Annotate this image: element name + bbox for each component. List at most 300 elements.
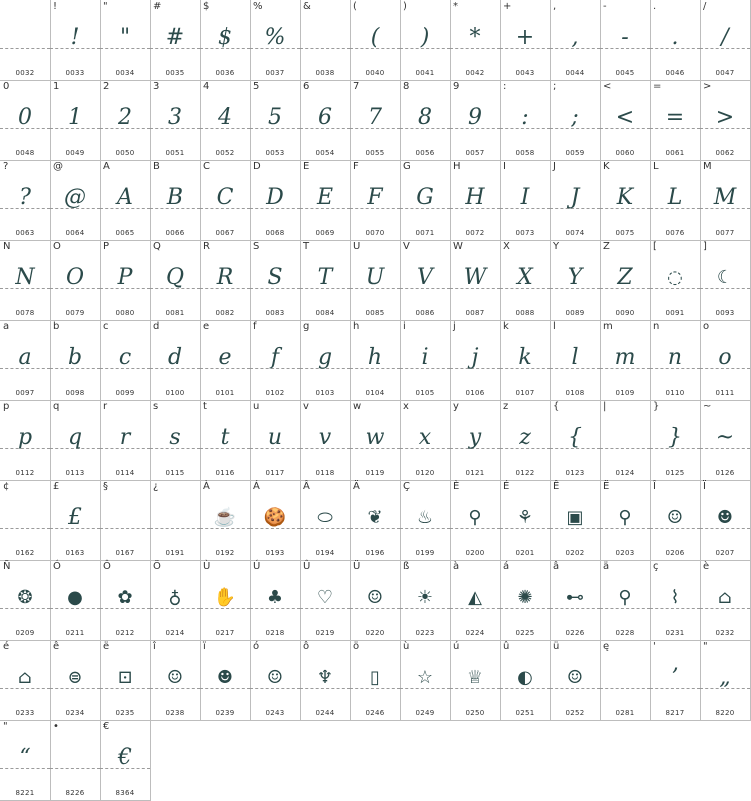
cell-code-label: 8364 (115, 789, 135, 797)
cell-code-label: 0211 (65, 629, 85, 637)
cell-code-label: 0043 (515, 69, 535, 77)
glyph-cell (450, 80, 501, 161)
cell-character-label: Â (303, 481, 310, 492)
glyph-cell (300, 480, 351, 561)
cell-code-label: 0076 (665, 229, 685, 237)
chef-hat-icon: ♕ (466, 667, 484, 688)
glyph-sample: B (166, 185, 184, 210)
cell-character-label: J (553, 161, 556, 172)
glyph-cell (700, 80, 751, 161)
glyph-sample: n (667, 345, 683, 370)
glyph-cell (600, 400, 651, 481)
glyph-cell (200, 0, 251, 81)
cell-character-label: B (153, 161, 160, 172)
glyph-sample: m (614, 345, 636, 370)
glyph-sample: c (118, 345, 132, 370)
cell-character-label: Z (603, 241, 610, 252)
glyph-cell (0, 80, 51, 161)
cell-character-label: Ë (603, 481, 610, 492)
cell-character-label: E (303, 161, 310, 172)
cell-character-label: / (703, 1, 707, 12)
leaf-icon: ❦ (367, 507, 383, 528)
glyph-cell (100, 240, 151, 321)
cell-code-label: 0075 (615, 229, 635, 237)
glyph-sample: 3 (168, 105, 182, 130)
cell-character-label: = (653, 81, 662, 92)
glyph-sample: { (568, 425, 582, 450)
cell-code-label: 0233 (15, 709, 35, 717)
glyph-sample: U (365, 265, 385, 290)
cell-character-label: ê (53, 641, 60, 652)
pot-icon: ⌂ (718, 587, 732, 608)
cell-character-label: P (103, 241, 110, 252)
glyph-cell (550, 560, 601, 641)
cell-code-label: 0097 (15, 389, 35, 397)
glyph-sample (300, 18, 350, 58)
cell-character-label: x (403, 401, 409, 412)
carrot-icon: ⌇ (670, 587, 680, 608)
glyph-sample: " (119, 25, 131, 50)
glyph-cell (100, 320, 151, 401)
cell-character-label: 0 (3, 81, 10, 92)
cell-character-label: F (353, 161, 359, 172)
cell-code-label: 0051 (165, 149, 185, 157)
cell-character-label: i (403, 321, 406, 332)
glyph-sample: - (621, 25, 629, 50)
cell-character-label: # (153, 1, 162, 12)
cell-code-label: 0214 (165, 629, 185, 637)
glyph-sample: s (169, 425, 181, 450)
cell-character-label: g (303, 321, 310, 332)
glyph-sample: # (165, 25, 185, 50)
cell-code-label: 0036 (215, 69, 235, 77)
glyph-cell (400, 240, 451, 321)
glyph-sample: w (365, 425, 385, 450)
cell-character-label: 8 (403, 81, 410, 92)
cell-character-label: ô (303, 641, 310, 652)
moon-icon: ☾ (716, 267, 734, 288)
glyph-sample: L (667, 185, 683, 210)
cell-character-label: ~ (703, 401, 712, 412)
glyph-sample: ; (571, 105, 579, 130)
glyph-sample: C (216, 185, 234, 210)
cell-code-label: 0207 (715, 549, 735, 557)
cell-code-label: 0103 (315, 389, 335, 397)
cell-code-label: 0072 (465, 229, 485, 237)
cell-code-label: 0123 (565, 469, 585, 477)
cell-character-label: Ú (253, 561, 261, 572)
glyph-cell (350, 400, 401, 481)
glyph-cell (350, 320, 401, 401)
cell-code-label: 0085 (365, 309, 385, 317)
cell-character-label: < (603, 81, 612, 92)
ladle-icon: ⚲ (468, 507, 482, 528)
glyph-sample: + (515, 25, 535, 50)
dog-icon: ☻ (716, 507, 734, 528)
cell-code-label: 0110 (665, 389, 685, 397)
glyph-sample: Q (165, 265, 185, 290)
cell-code-label: 0077 (715, 229, 735, 237)
cell-code-label: 0047 (715, 69, 735, 77)
cell-code-label: 0111 (715, 389, 735, 397)
heart-icon: ♡ (316, 587, 334, 608)
glyph-sample: % (264, 25, 286, 50)
cell-character-label: Ç (403, 481, 410, 492)
glyph-cell (450, 320, 501, 401)
glyph-cell (700, 400, 751, 481)
glyph-cell (300, 400, 351, 481)
glyph-cell (600, 240, 651, 321)
glyph-cell (400, 160, 451, 241)
glyph-sample: k (518, 345, 532, 370)
glyph-sample: e (218, 345, 232, 370)
cell-code-label: 0042 (465, 69, 485, 77)
cell-code-label: 0212 (115, 629, 135, 637)
glyph-sample: ? (19, 185, 31, 210)
cell-code-label: 0073 (515, 229, 535, 237)
cell-code-label: 0113 (65, 469, 85, 477)
cell-character-label: § (103, 481, 108, 492)
glyph-cell (300, 80, 351, 161)
cell-character-label: , (553, 1, 557, 12)
glyph-sample: @ (64, 185, 86, 210)
cell-code-label: 0228 (615, 629, 635, 637)
cell-character-label: % (253, 1, 263, 12)
sun-icon: ☀ (416, 587, 434, 608)
glyph-sample: b (67, 345, 83, 370)
glyph-cell (150, 560, 201, 641)
cell-character-label: ç (653, 561, 659, 572)
cell-code-label: 0114 (115, 469, 135, 477)
glyph-sample: j (471, 345, 479, 370)
tree-icon: ♣ (266, 587, 284, 608)
glyph-cell (150, 640, 201, 721)
glyph-cell (350, 480, 401, 561)
glyph-sample: $ (218, 25, 232, 50)
cell-character-label: Î (653, 481, 656, 492)
glyph-cell (400, 480, 451, 561)
glyph-cell (100, 640, 151, 721)
glyph-cell (0, 320, 51, 401)
glyph-sample: ! (70, 25, 80, 50)
cell-character-label: S (253, 241, 260, 252)
cell-code-label: 8226 (65, 789, 85, 797)
face-icon: ☺ (666, 507, 684, 528)
cell-character-label: • (53, 721, 59, 732)
cell-character-label: Q (153, 241, 161, 252)
glyph-sample: 8 (418, 105, 432, 130)
cell-character-label: ï (203, 641, 206, 652)
glyph-cell (600, 0, 651, 81)
cell-character-label: > (703, 81, 712, 92)
cell-code-label: 0199 (415, 549, 435, 557)
cell-code-label: 0224 (465, 629, 485, 637)
cell-code-label: 0192 (215, 549, 235, 557)
strawberry-face-icon: ☺ (566, 667, 584, 688)
cell-code-label: 0104 (365, 389, 385, 397)
glyph-cell (250, 240, 301, 321)
cookie-crumbs-icon: ❂ (17, 587, 33, 608)
glyph-sample: 0 (18, 105, 32, 130)
glyph-cell (450, 560, 501, 641)
cell-character-label: R (203, 241, 210, 252)
glyph-cell (250, 320, 301, 401)
glyph-cell (0, 720, 51, 801)
glyph-cell (400, 640, 451, 721)
cell-character-label: ) (403, 1, 407, 12)
glyph-cell (200, 480, 251, 561)
glyph-sample: r (119, 425, 131, 450)
glyph-cell (550, 400, 601, 481)
glyph-sample: t (220, 425, 230, 450)
cookie-icon: 🍪 (263, 507, 287, 528)
cell-code-label: 0107 (515, 389, 535, 397)
cell-code-label: 0246 (365, 709, 385, 717)
cell-character-label: + (503, 1, 512, 12)
glyph-sample (600, 658, 650, 698)
cell-character-label: { (553, 401, 560, 412)
bow-icon: ⚘ (516, 507, 534, 528)
cell-character-label: 7 (353, 81, 360, 92)
cell-code-label: 0203 (615, 549, 635, 557)
glyph-cell (600, 560, 651, 641)
glyph-cell (300, 320, 351, 401)
cell-character-label: ù (403, 641, 410, 652)
cell-code-label: 0074 (565, 229, 585, 237)
glyph-cell (50, 560, 101, 641)
glyph-sample (600, 418, 650, 458)
glyph-cell (500, 560, 551, 641)
cell-code-label: 0032 (15, 69, 35, 77)
glyph-sample: ~ (715, 425, 735, 450)
house-icon: ⌂ (18, 667, 32, 688)
cell-character-label: é (3, 641, 10, 652)
cell-code-label: 0120 (415, 469, 435, 477)
glyph-cell (50, 320, 101, 401)
cell-code-label: 0065 (115, 229, 135, 237)
cell-character-label: 9 (453, 81, 460, 92)
cell-code-label: 0067 (215, 229, 235, 237)
glyph-sample (100, 498, 150, 538)
cell-code-label: 0049 (65, 149, 85, 157)
cell-character-label: m (603, 321, 613, 332)
cell-character-label: î (153, 641, 156, 652)
glyph-cell (500, 160, 551, 241)
cell-code-label: 0225 (515, 629, 535, 637)
cell-code-label: 0226 (565, 629, 585, 637)
cell-code-label: 0083 (265, 309, 285, 317)
cell-code-label: 0061 (665, 149, 685, 157)
cell-code-label: 0087 (465, 309, 485, 317)
fish-icon: ⊷ (566, 587, 584, 608)
glyph-sample (150, 498, 200, 538)
glyph-cell (200, 80, 251, 161)
cell-code-label: 0050 (115, 149, 135, 157)
cell-character-label: Ï (703, 481, 706, 492)
glyph-cell (700, 160, 751, 241)
pepper-icon: ◐ (517, 667, 533, 688)
cell-character-label: ó (253, 641, 260, 652)
kid-face-icon: ☺ (266, 667, 284, 688)
glyph-cell (250, 640, 301, 721)
cell-character-label: ¿ (153, 481, 159, 492)
cell-code-label: 0108 (565, 389, 585, 397)
cell-code-label: 0064 (65, 229, 85, 237)
cell-code-label: 0063 (15, 229, 35, 237)
cell-character-label: u (253, 401, 260, 412)
glyph-sample: 6 (318, 105, 332, 130)
cell-code-label: 0116 (215, 469, 235, 477)
glyph-sample: , (571, 25, 579, 50)
cell-code-label: 0217 (215, 629, 235, 637)
glyph-cell (650, 400, 701, 481)
cell-code-label: 0054 (315, 149, 335, 157)
cell-character-label: Ô (103, 561, 111, 572)
glyph-cell (400, 400, 451, 481)
glyph-sample: f (270, 345, 280, 370)
glyph-cell (500, 0, 551, 81)
cell-code-label: 0112 (15, 469, 35, 477)
cell-character-label: O (53, 241, 61, 252)
cell-code-label: 0235 (115, 709, 135, 717)
cell-character-label: . (653, 1, 657, 12)
glyph-sample: V (417, 265, 433, 290)
glyph-cell (200, 640, 251, 721)
cell-code-label: 0035 (165, 69, 185, 77)
cell-code-label: 0196 (365, 549, 385, 557)
glyph-cell (650, 560, 701, 641)
glyph-cell (0, 560, 51, 641)
cell-code-label: 0106 (465, 389, 485, 397)
glyph-cell (250, 160, 301, 241)
cell-character-label: ¢ (3, 481, 10, 492)
cell-code-label: 0052 (215, 149, 235, 157)
cell-character-label: e (203, 321, 210, 332)
cell-code-label: 0250 (465, 709, 485, 717)
glyph-sample: 2 (118, 105, 132, 130)
cell-code-label: 0239 (215, 709, 235, 717)
cell-character-label: X (503, 241, 510, 252)
cell-code-label: 0121 (465, 469, 485, 477)
cell-code-label: 0200 (465, 549, 485, 557)
glyph-cell (650, 240, 701, 321)
cell-code-label: 0206 (665, 549, 685, 557)
cell-character-label: ä (603, 561, 610, 572)
cell-character-label: U (353, 241, 361, 252)
jug-icon: ♁ (168, 587, 182, 608)
glyph-cell (700, 480, 751, 561)
glyph-cell (200, 560, 251, 641)
glyph-cell (600, 160, 651, 241)
cell-code-label: 0243 (265, 709, 285, 717)
cell-character-label: ß (403, 561, 410, 572)
cell-character-label: D (253, 161, 261, 172)
cell-code-label: 0071 (415, 229, 435, 237)
cell-character-label: ( (353, 1, 357, 12)
glyph-cell (0, 240, 51, 321)
cell-character-label: 2 (103, 81, 110, 92)
oven-icon: ▣ (566, 507, 584, 528)
glyph-sample: y (468, 425, 482, 450)
cell-character-label: Ü (353, 561, 361, 572)
glyph-sample: „ (719, 665, 731, 690)
cell-code-label: 0122 (515, 469, 535, 477)
glyph-cell (650, 0, 701, 81)
cell-code-label: 0059 (565, 149, 585, 157)
glyph-sample: u (267, 425, 283, 450)
glyph-cell (250, 400, 301, 481)
glyph-sample: = (665, 105, 685, 130)
glyph-cell (700, 320, 751, 401)
glyph-sample: a (18, 345, 32, 370)
cell-character-label: £ (53, 481, 60, 492)
glyph-cell (150, 80, 201, 161)
glyph-cell (650, 160, 701, 241)
cat-icon: ☻ (216, 667, 234, 688)
girl-face-icon: ☺ (366, 587, 384, 608)
cell-code-label: 0088 (515, 309, 535, 317)
cell-character-label: Û (303, 561, 311, 572)
cell-character-label: q (53, 401, 60, 412)
cell-code-label: 0234 (65, 709, 85, 717)
cell-character-label: ü (553, 641, 560, 652)
cell-character-label: Á (253, 481, 260, 492)
glyph-sample: g (317, 345, 333, 370)
glyph-cell (50, 160, 101, 241)
glyph-cell (500, 480, 551, 561)
cell-character-label: 6 (303, 81, 310, 92)
glyph-cell (650, 480, 701, 561)
cell-code-label: 0055 (365, 149, 385, 157)
glyph-sample: F (367, 185, 383, 210)
cell-code-label: 0252 (565, 709, 585, 717)
cell-character-label: 5 (253, 81, 260, 92)
glyph-cell (650, 640, 701, 721)
cell-character-label: d (153, 321, 160, 332)
lemon-icon: ⬭ (317, 507, 333, 528)
glyph-sample: h (367, 345, 383, 370)
cell-character-label: ] (703, 241, 707, 252)
glyph-sample (0, 18, 50, 58)
cell-code-label: 0100 (165, 389, 185, 397)
glyph-cell (200, 240, 251, 321)
cell-character-label: : (503, 81, 507, 92)
glyph-sample: } (668, 425, 682, 450)
glyph-cell (50, 240, 101, 321)
cell-code-label: 0162 (15, 549, 35, 557)
cell-code-label: 0244 (315, 709, 335, 717)
glyph-sample: l (571, 345, 579, 370)
glyph-cell (100, 80, 151, 161)
cell-character-label: [ (653, 241, 657, 252)
cell-code-label: 0124 (615, 469, 635, 477)
cell-code-label: 0091 (665, 309, 685, 317)
glyph-cell (50, 720, 101, 801)
glyph-cell (200, 400, 251, 481)
cell-character-label: " (103, 1, 108, 12)
glyph-sample: . (671, 25, 679, 50)
cell-character-label: " (703, 641, 708, 652)
cell-character-label: l (553, 321, 556, 332)
cell-character-label: K (603, 161, 610, 172)
glyph-cell (0, 160, 51, 241)
glyph-cell (550, 640, 601, 721)
glyph-sample: R (216, 265, 234, 290)
glyph-cell (550, 240, 601, 321)
cell-code-label: 0220 (365, 629, 385, 637)
cell-character-label: I (503, 161, 506, 172)
glyph-cell (50, 480, 101, 561)
